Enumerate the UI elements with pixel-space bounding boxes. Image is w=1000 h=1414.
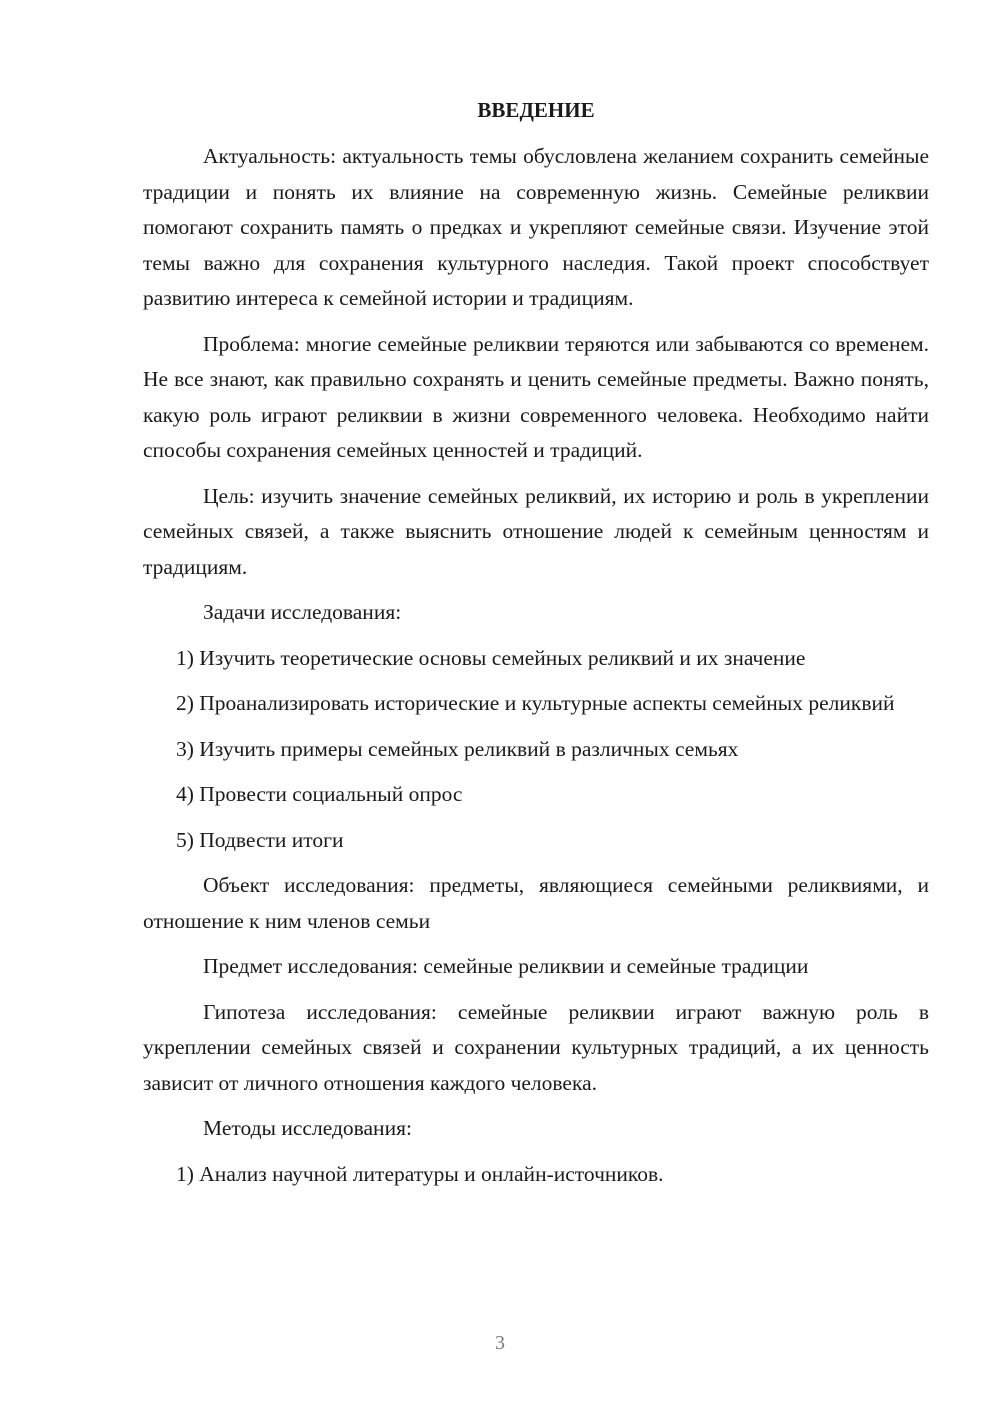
task-item-4: 4) Провести социальный опрос bbox=[176, 782, 463, 806]
hypothesis-paragraph: Гипотеза исследования: семейные реликвии играют важную роль в укреплении семейных связей и сохранении культурных традиций, а их ценность зависит от личного отношения каждого человека. bbox=[143, 999, 929, 1095]
problem-paragraph: Проблема: многие семейные реликвии теряются или забываются со временем. Не все знают, как правильно сохранять и ценить семейные предметы. Важно понять, какую роль играют реликвии в жизни современного человека. Необходимо найти способы сохранения семейных ценностей и традиций. bbox=[143, 331, 929, 462]
page-number: 3 bbox=[495, 1332, 505, 1354]
task-item-5: 5) Подвести итоги bbox=[176, 827, 344, 852]
subject-paragraph: Предмет исследования: семейные реликвии и семейные традиции bbox=[203, 954, 809, 978]
goal-paragraph: Цель: изучить значение семейных реликвий, их историю и роль в укреплении семейных связей, а также выяснить отношение людей к семейным ценностям и традициям. bbox=[143, 483, 929, 579]
task-item-3: 3) Изучить примеры семейных реликвий в различных семьях bbox=[176, 736, 739, 761]
method-item-1: 1) Анализ научной литературы и онлайн-источников. bbox=[176, 1161, 664, 1186]
task-item-1: 1) Изучить теоретические основы семейных реликвий и их значение bbox=[176, 645, 806, 670]
task-item-2: 2) Проанализировать исторические и культурные аспекты семейных реликвий bbox=[176, 691, 895, 715]
relevance-paragraph: Актуальность: актуальность темы обусловлена желанием сохранить семейные традиции и понять их влияние на современную жизнь. Семейные реликвии помогают сохранить память о предках и укрепляют семейные связи. Изучение этой темы важно для сохранения культурного наследия. Такой проект способствует развитию интереса к семейной истории и традициям. bbox=[143, 144, 929, 310]
object-paragraph: Объект исследования: предметы, являющиеся семейными реликвиями, и отношение к ним членов семьи bbox=[143, 873, 929, 933]
document-page bbox=[143, 95, 929, 1202]
section-title: ВВЕДЕНИЕ bbox=[477, 98, 595, 122]
methods-heading: Методы исследования: bbox=[203, 1116, 412, 1140]
tasks-heading: Задачи исследования: bbox=[203, 600, 402, 624]
